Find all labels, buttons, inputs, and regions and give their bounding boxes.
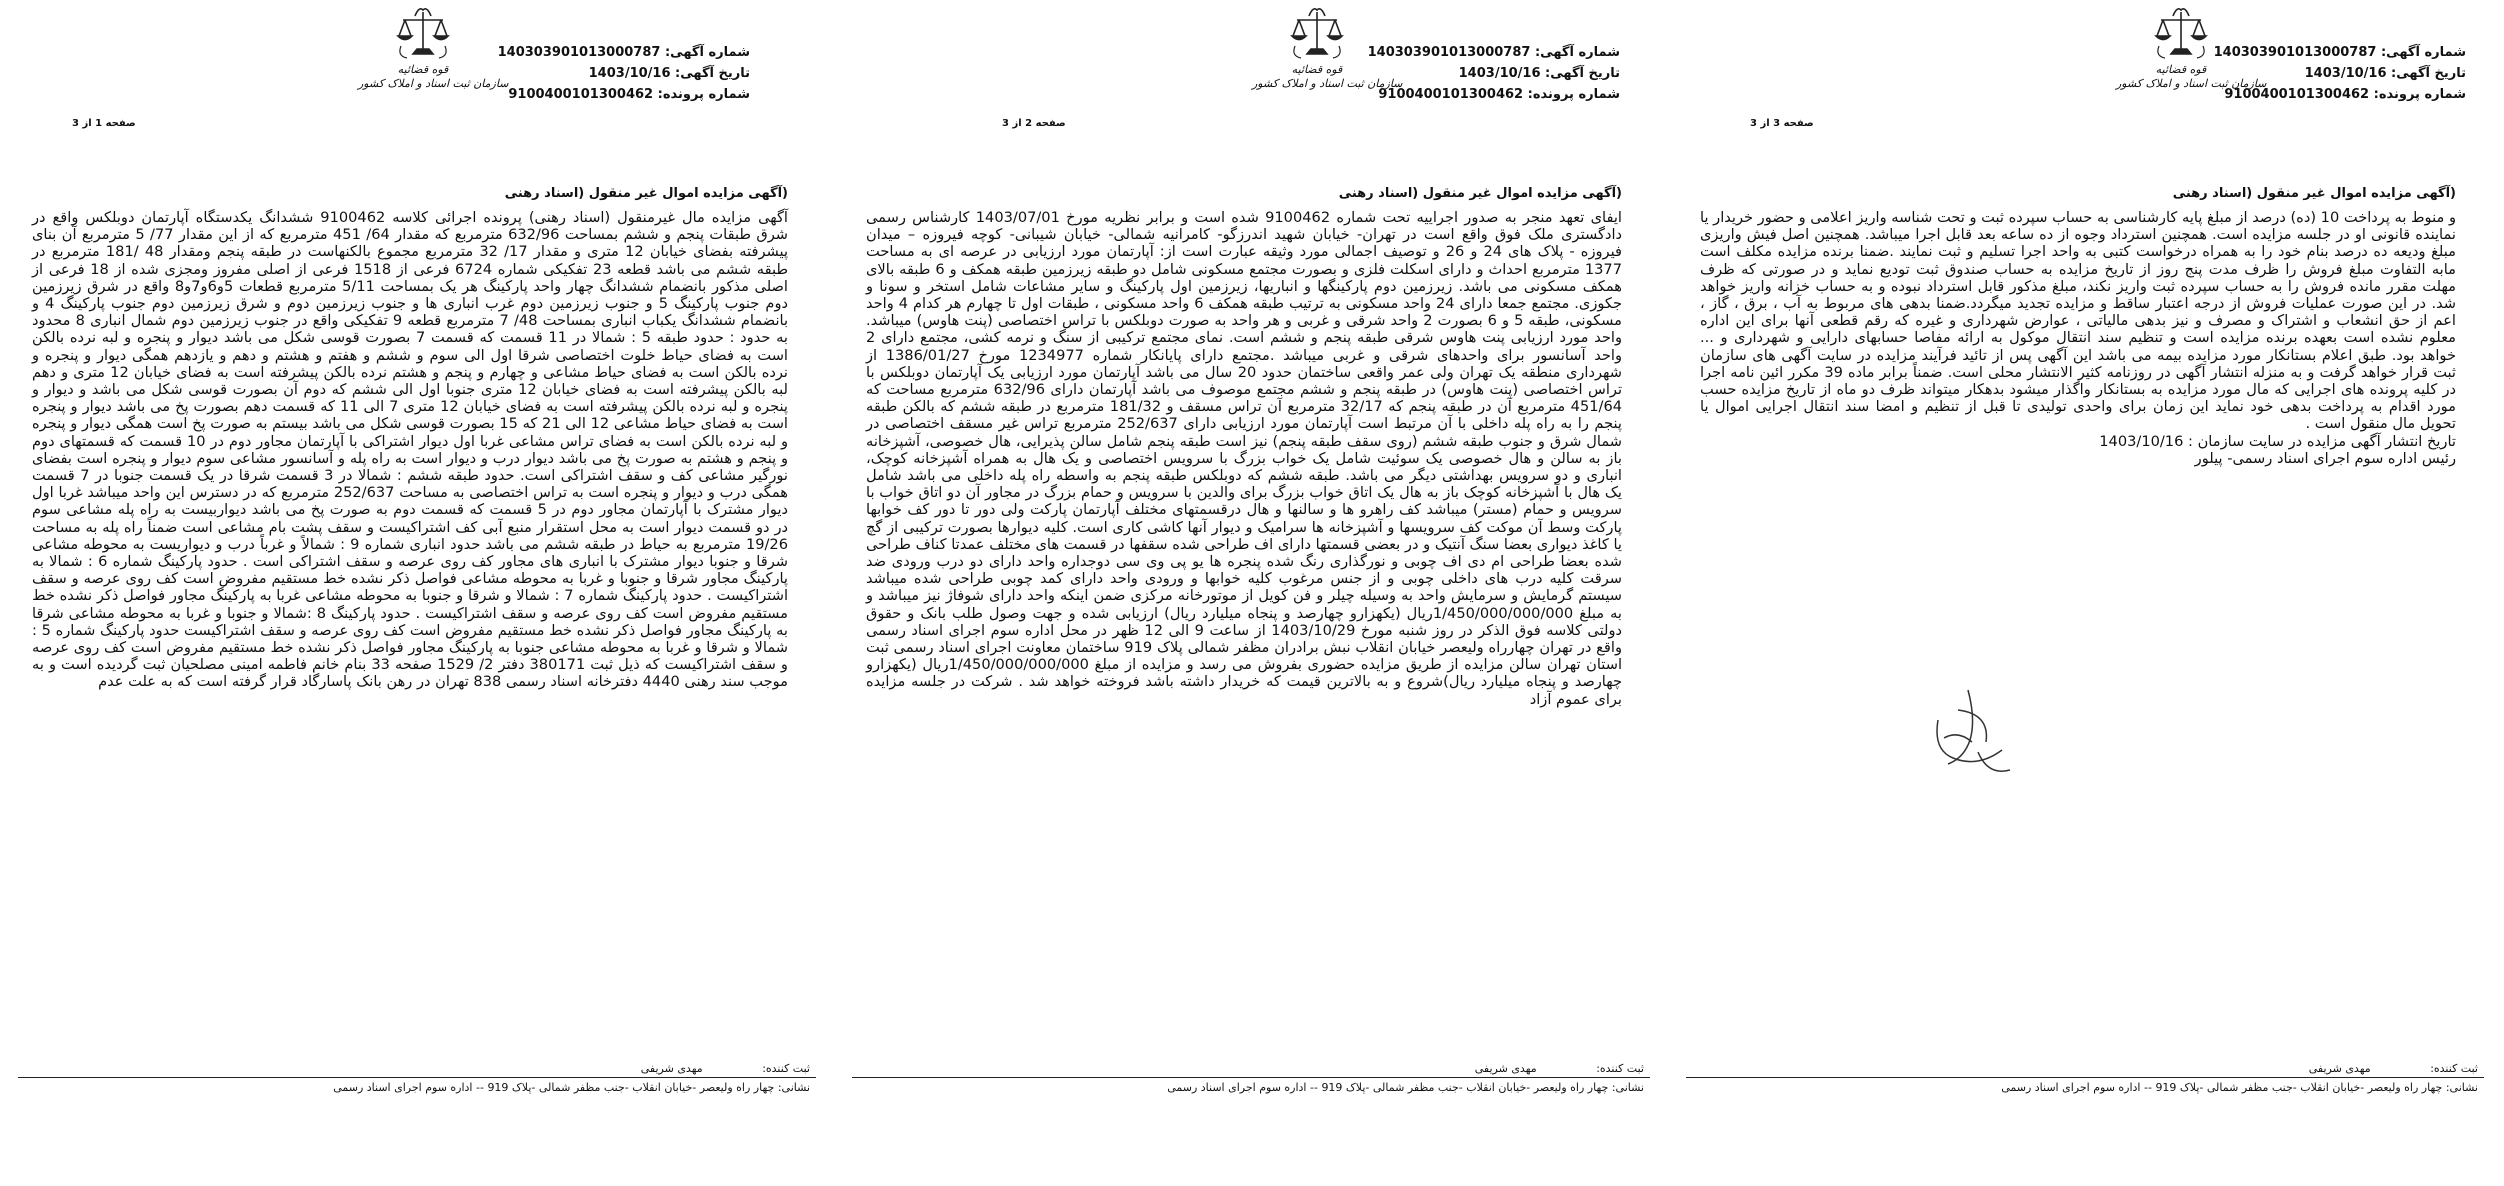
handwritten-signature: [1898, 680, 2018, 790]
org-name-registration: سازمان ثبت اسناد و املاک کشور: [358, 77, 509, 90]
page-header: [852, 0, 1650, 150]
org-name-judiciary: قوه قضائیه: [1291, 63, 1343, 76]
body-paragraph: آگهی مزایده مال غیرمنقول (اسناد رهنی) پرونده اجرائی کلاسه 9100462 ششدانگ یکدستگاه آپارتمان دوبلکس واقع در شرق طبقات پنجم و ششم بمساحت 632/96 مترمربع که مقدار 64/ 451 مترمربع که از این مقدار 77/ 5 مترمربع آن بنای پیشرفته بفضای خیابان 12 متری و مقدار 17/ 32 مترمربع مجموع بالکنهاست در طبقه پنجم ومقدار 48 /181 مترمربع در طبقه ششم می باشد قطعه 23 تفکیکی شماره 6724 فرعی از 1518 فرعی از اصلی مفروز ومجزی شده از 18 فرعی از اصلی مذکور بانضمام ششدانگ چهار واحد پارکینگ هر یک بمساحت 5/11 مترمربع قطعات 5و6و7و8 واقع در شرق زیرزمین دوم جنوب پارکینگ 5 و جنوب زیرزمین دوم غرب انباری ها و جنوب زیرزمین دوم و شرق زیرزمین دوم جنوب پارکینگ 4 و بانضمام ششدانگ یکباب انباری بمساحت 48/ 7 مترمربع قطعه 9 تفکیکی واقع در جنوب زیرزمین دوم شمال انباری 8 محدود به حدود : حدود طبقه 5 : شمالا در 11 قسمت که قسمت 7 بصورت قوسی شکل می باشد دیوار و پنجره و لبه نرده بالکن است به فضای حیاط خلوت اختصاصی شرقا اول الی سوم و ششم و هفتم و هشتم و دهم و یازدهم همگی دیوار و پنجره و نرده بالکن است به فضای حیاط مشاعی و چهارم و پنجم و هشتم نرده بالکن پیشرفته است به فضای خیابان 12 متری و دهم لبه بالکن پیشرفته است به فضای خیابان 12 متری جنوبا اول الی ششم که دوم آن بصورت قوسی شکل می باشد و دیوار و پنجره و لبه نرده بالکن پیشرفته است به فضای خیابان 12 متری 7 الی 11 که قسمت دهم بصورت پخ می باشد دیوار و پنجره است به فضای حیاط مشاعی 12 الی 21 که 15 بصورت قوسی شکل می باشد بیستم به صورت پخ است همگی دیوار و پنجره و لبه نرده بالکن است به فضای تراس مشاعی غربا اول دیوار اشتراکی با آپارتمان مجاور دوم در 10 قسمت که قسمتهای دوم و پنجم و هشتم به صورت پخ می باشد دیوار درب و دیوار است به راه پله و آسانسور مشاعی سوم دیوار و پنجره است بفضای نورگیر مشاعی کف و سقف اشتراکی است. حدود طبقه ششم : شمالا در 3 قسمت شرقا در یک قسمت جنوبا در 7 قسمت همگی درب و دیوار و پنجره است به تراس اختصاصی به مساحت 252/637 مترمربع که در دسترس این واحد میباشد غربا اول دیوار مشترک با آپارتمان مجاور دوم در 5 قسمت که قسمت دوم به صورت پخ می باشد دیواربیست به راه پله مشاعی سوم در دو قسمت دیوار است به محل استقرار منبع آبی کف اشتراکیست و سقف پشت بام مشاعی است ضمناً راه پله به مساحت 19/26 مترمربع به حیاط در طبقه ششم می باشد حدود انباری شماره 9 : شمالاً و غرباً درب و دیواریست به محوطه مشاعی شرقا و جنوبا دیوار مشترک با انباری های مجاور کف روی عرصه و سقف اشتراکی است . حدود پارکینگ شماره 6 : شمالا به پارکینگ مجاور شرقا و جنوبا و غربا به محوطه مشاعی فواصل ذکر نشده خط مستقیم مفروض است کف روی عرصه و سقف اشتراکیست . حدود پارکینگ شماره 7 : شمالا و شرقا و جنوبا به محوطه مشاعی غربا به پارکینگ مجاور فواصل ذکر نشده خط مستقیم مفروض است کف روی عرصه و سقف اشتراکیست . حدود پارکینگ 8 :شمالا و جنوبا و غربا به محوطه مشاعی شرقا به پارکینگ مجاور فواصل ذکر نشده خط مستقیم مفروض است کف روی عرصه و سقف اشتراکیست حدود پارکینگ شماره 5 : شمالا و شرقا و غربا به محوطه مشاعی جنوبا به پارکینگ مجاور فواصل ذکر نشده خط مستقیم مفروض است کف روی عرصه و سقف اشتراکیست که ذیل ثبت 380171 دفتر 2/ 1529 صفحه 33 بنام خانم فاطمه امینی مصلحیان ثبت گردیده است و به موجب سند رهنی 4440 دفترخانه اسناد رسمی 838 تهران در رهن بانک پاسارگاد قرار گرفته است که به علت عدم: [32, 209, 789, 691]
registrar-label: ثبت کننده:: [2430, 1062, 2478, 1075]
registrar-label: ثبت کننده:: [762, 1062, 810, 1075]
footer-divider: [18, 1077, 816, 1078]
judiciary-emblem: [358, 6, 509, 90]
page-header: [18, 0, 816, 150]
scales-of-justice-icon: [393, 6, 453, 62]
notice-meta: [1368, 42, 1620, 105]
page-number: صفحه 3 از 3: [1750, 118, 1814, 129]
notice-date: تاریخ آگهی: 1403/10/16: [2304, 66, 2466, 81]
page-footer: [18, 1062, 816, 1094]
scales-of-justice-icon: [1287, 6, 1347, 62]
org-name-registration: سازمان ثبت اسناد و املاک کشور: [2116, 77, 2267, 90]
notice-meta: [498, 42, 750, 105]
registrar-line: [852, 1062, 1650, 1075]
notice-body: [18, 209, 816, 691]
registrar-name: مهدی شریفی: [2308, 1062, 2371, 1075]
page-number: صفحه 1 از 3: [72, 118, 136, 129]
page-2-of-3: [834, 0, 1668, 1186]
page-footer: [1686, 1062, 2484, 1094]
org-name-registration: سازمان ثبت اسناد و املاک کشور: [1252, 77, 1403, 90]
scales-of-justice-icon: [2151, 6, 2211, 62]
office-address: نشانی: چهار راه ولیعصر -خیابان انقلاب -جنب مظفر شمالی -پلاک 919 -- اداره سوم اجرای اسناد رسمی: [2001, 1081, 2478, 1094]
case-number: شماره پرونده: 9100400101300462: [1378, 87, 1620, 102]
official-title-line: رئیس اداره سوم اجرای اسناد رسمی- پیلور: [2194, 449, 2456, 467]
notice-title: (آگهی مزایده اموال غیر منقول (اسناد رهنی: [1338, 186, 1622, 201]
notice-date: تاریخ آگهی: 1403/10/16: [588, 66, 750, 81]
page-header: [1686, 0, 2484, 150]
notice-number: شماره آگهی: 140303901013000787: [1367, 45, 1620, 60]
notice-number: شماره آگهی: 140303901013000787: [2213, 45, 2466, 60]
footer-divider: [852, 1077, 1650, 1078]
registrar-line: [18, 1062, 816, 1075]
notice-body: [1686, 209, 2484, 467]
notice-meta: [2214, 42, 2466, 105]
notice-title: (آگهی مزایده اموال غیر منقول (اسناد رهنی: [2172, 186, 2456, 201]
page-3-of-3: [1668, 0, 2502, 1186]
notice-date: تاریخ آگهی: 1403/10/16: [1458, 66, 1620, 81]
registrar-name: مهدی شریفی: [640, 1062, 703, 1075]
case-number: شماره پرونده: 9100400101300462: [2224, 87, 2466, 102]
page-number: صفحه 2 از 3: [1002, 118, 1066, 129]
notice-body: [852, 209, 1650, 708]
judiciary-emblem: [1252, 6, 1403, 90]
registrar-name: مهدی شریفی: [1474, 1062, 1537, 1075]
body-paragraph: ایفای تعهد منجر به صدور اجراییه تحت شماره 9100462 شده است و برابر نظریه مورخ 1403/07/01 کارشناس رسمی دادگستری ملک فوق واقع است در تهران- خیابان شهید اندرزگو- کامرانیه شمالی- خیابان شیبانی- کوچه فیروزه – میدان فیروزه - پلاک های 24 و 26 و توصیف اجمالی مورد وثیقه عبارت است از: آپارتمان مورد ارزیابی در عرصه ای به مساحت 1377 مترمربع احداث و دارای اسکلت فلزی و بصورت مجتمع مسکونی شامل دو طبقه زیرزمین طبقه همکف و 6 طبقه بالای همکف مسکونی می باشد. زیرزمین دوم پارکینگها و انباریها، زیرزمین اول پارکینگ و سایر مشاعات شامل استخر و سونا و جکوزی. مجتمع جمعا دارای 24 واحد مسکونی به ترتیب طبقه همکف 6 واحد مسکونی ، طبقات اول تا چهارم هر کدام 4 واحد مسکونی، طبقه 5 و 6 بصورت 2 واحد شرقی و غربی و هر واحد به صورت دوبلکس با تراس اختصاصی (پنت هاوس) میباشد. واحد مورد ارزیابی پنت هاوس شرقی طبقه پنجم و ششم است. نمای مجتمع ترکیبی از سنگ و نرمه کشی، مجتمع دارای 2 واحد آسانسور برای واحدهای شرقی و غربی میباشد .مجتمع دارای پایانکار شماره 1234977 مورخ 1386/01/27 از شهرداری منطقه یک تهران ولی عمر واقعی ساختمان حدود 20 سال می باشد آپارتمان مورد ارزیابی یک آپارتمان دوبلکس با تراس اختصاصی (پنت هاوس) در طبقه پنجم و ششم مجتمع موصوف می باشد آپارتمان دارای 632/96 مترمربع مساحت که 451/64 مترمربع آن در طبقه پنجم که 32/17 مترمربع آن تراس مسقف و 181/32 مترمربع در طبقه ششم که بالکن طبقه پنجم را به راه پله داخلی با آن مرتبط است آپارتمان مورد ارزیابی دارای 252/637 مترمربع تراس غیر مسقف اختصاصی در شمال شرق و جنوب طبقه ششم (روی سقف طبقه پنجم) نیز است طبقه پنجم شامل سالن پذیرایی، هال خصوصی، آشپزخانه باز به سالن و هال خصوصی یک سوئیت شامل یک خواب بزرگ با سرویس اختصاصی و یک هال به همراه آشپزخانه کوچک، انباری و دو سرویس بهداشتی دیگر می باشد. طبقه ششم که دوبلکس طبقه پنجم به واسطه راه پله داخلی می باشد شامل یک هال با آشپزخانه کوچک باز به هال یک اتاق خواب بزرگ برای والدین با سرویس و حمام بزرگ در مجاور آن دو اتاق خواب با سرویس و حمام (مستر) میباشد کف راهرو ها و سالنها و هال درقسمتهای مختلف آپارتمان پارکت ولی دور تا دور کف خوابها پارکت وسط آن موکت کف سرویسها و آشپزخانه ها سرامیک و دیوار آنها کاشی کاری است. کلیه دیوارها بصورت ترکیبی از گچ یا کاغذ دیواری بعضا سنگ آنتیک و در بعضی قسمتها دارای اف طراحی شده سقفها در قسمت های مختلف عمدتا کناف طراحی شده بعضا طراحی ام دی اف چوبی و نورگذاری رنگ شده پنجره ها یو پی وی سی دوجداره واحد دارای دو درب ورودی ضد سرقت کلیه درب های داخلی چوبی و از جنس مرغوب کلیه خوابها و ورودی واحد دارای کمد چوبی طراحی شده میباشد سیستم گرمایش و سرمایش واحد به وسیله چیلر و فن کویل از موتورخانه مرکزی ضمن اینکه واحد دارای شوفاژ نیز میباشد و به مبلغ 1/450/000/000/000ریال (یکهزارو چهارصد و پنجاه میلیارد ریال) ارزیابی شده و جهت وصول طلب بانک و حقوق دولتی کلاسه فوق الذکر در روز شنبه مورخ 1403/10/29 از ساعت 9 الی 12 ظهر در محل اداره سوم اجرای اسناد رسمی واقع در تهران چهارراه ولیعصر خیابان انقلاب نبش برادران مظفر شمالی پلاک 919 ساختمان معاونت اجرای اسناد رسمی ثبت استان تهران سالن مزایده از طریق مزایده حضوری بفروش می رسد و مزایده از مبلغ 1/450/000/000/000ریال (یکهزارو چهارصد و پنجاه میلیارد ریال)شروع و به بالاترین قیمت که خریدار داشته باشد فروخته خواهد شد . شرکت در جلسه مزایده برای عموم آزاد: [866, 209, 1623, 708]
org-name-judiciary: قوه قضائیه: [397, 63, 449, 76]
office-address: نشانی: چهار راه ولیعصر -خیابان انقلاب -جنب مظفر شمالی -پلاک 919 -- اداره سوم اجرای اسناد رسمی: [1167, 1081, 1644, 1094]
notice-number: شماره آگهی: 140303901013000787: [497, 45, 750, 60]
case-number: شماره پرونده: 9100400101300462: [508, 87, 750, 102]
body-paragraph: و منوط به پرداخت 10 (ده) درصد از مبلغ پایه کارشناسی به حساب سپرده ثبت و تحت شناسه واریز اعلامی و حضور خریدار یا نماینده قانونی او در جلسه مزایده است. همچنین استرداد وجوه از ده ساعه بعد قابل اجرا میباشد. همچنین اصل فیش واریزی مبلغ ودیعه ده درصد بنام خود را به همراه درخواست کتبی به واحد اجرا تسلیم و ثبت نمایند .ضمنا برنده مزایده مکلف است مابه التفاوت مبلغ فروش را ظرف مدت پنج روز از تاریخ مزایده به حساب صندوق ثبت تودیع نماید و در صورتی که ظرف مهلت مقرر مانده فروش را به حساب سپرده ثبت واریز نکند، مبلغ مذکور قابل استرداد نبوده و به حساب خزانه واریز خواهد شد. در این صورت عملیات فروش از درجه اعتبار ساقط و مزایده تجدید میگردد.ضمنا بدهی های مربوط به آب ، برق ، گاز ، اعم از حق انشعاب و اشتراک و مصرف و نیز بدهی مالیاتی ، عوارض شهرداری و غیره که رقم قطعی آنها برای این اداره معلوم نشده است بعهده برنده مزایده است و تنظیم سند انتقال موکول به ارائه مفاصا حسابهای دارایی و شهرداری و ... خواهد بود. طبق اعلام بستانکار مورد مزایده بیمه می باشد این آگهی پس از تائید فرآیند مزایده در سایت آگهی های سازمان ثبت قرار خواهد گرفت و به منزله انتشار آگهی در روزنامه کثیر الانتشار محلی است. ضمناً برابر ماده 39 مکرر ائین نامه اجرا در کلیه پرونده های اجرایی که مال مورد مزایده به بستانکار واگذار میشود بدهکار میتواند ظرف دو ماه از تاریخ مزایده حسب مورد اقدام به پرداخت بدهی خود نماید این زمان برای واحدی تولیدی تا قبل از تنظیم و امضا سند انتقال اجرایی اموال یا تحویل مال منقول است .: [1700, 209, 2456, 433]
page-footer: [852, 1062, 1650, 1094]
registrar-line: [1686, 1062, 2484, 1075]
footer-divider: [1686, 1077, 2484, 1078]
publication-date-line: تاریخ انتشار آگهی مزایده در سایت سازمان : 1403/10/16: [2099, 432, 2456, 450]
registrar-label: ثبت کننده:: [1596, 1062, 1644, 1075]
page-1-of-3: [0, 0, 834, 1186]
org-name-judiciary: قوه قضائیه: [2155, 63, 2207, 76]
office-address: نشانی: چهار راه ولیعصر -خیابان انقلاب -جنب مظفر شمالی -پلاک 919 -- اداره سوم اجرای اسناد رسمی: [333, 1081, 810, 1094]
notice-title: (آگهی مزایده اموال غیر منقول (اسناد رهنی: [504, 186, 788, 201]
